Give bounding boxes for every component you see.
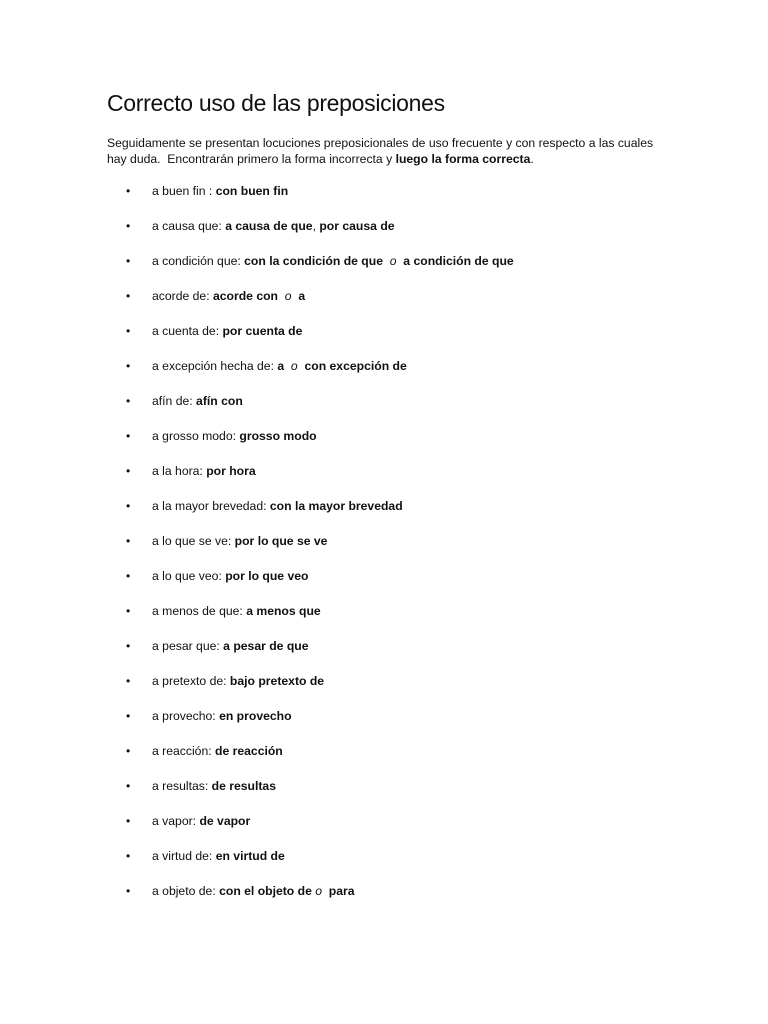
intro-bold-text: luego la forma correcta <box>395 151 531 166</box>
list-item <box>0 880 768 915</box>
bullet-icon: • <box>126 184 131 198</box>
incorrect-form: a resultas: <box>152 779 212 793</box>
list-item-text <box>152 390 243 413</box>
incorrect-form: a causa que: <box>152 219 226 233</box>
list-item <box>0 285 768 320</box>
incorrect-form: a grosso modo: <box>152 429 240 443</box>
incorrect-form: a menos de que: <box>152 604 247 618</box>
page-title: Correcto uso de las preposiciones <box>107 90 445 116</box>
list-item <box>0 250 768 285</box>
bullet-icon: • <box>126 779 131 793</box>
incorrect-form: a pesar que: <box>152 639 224 653</box>
list-item <box>0 600 768 635</box>
bullet-icon: • <box>126 674 131 688</box>
list-item <box>0 845 768 880</box>
list-item <box>0 425 768 460</box>
bullet-icon: • <box>126 219 131 233</box>
list-item <box>0 320 768 355</box>
correct-form: acorde con <box>212 289 285 303</box>
list-item <box>0 565 768 600</box>
correct-form: de resultas <box>211 779 276 793</box>
incorrect-form: , <box>312 219 320 233</box>
bullet-icon: • <box>126 569 131 583</box>
correct-form: por lo que veo <box>225 569 309 583</box>
correct-form: de vapor <box>199 814 251 828</box>
intro-end: . <box>530 151 534 166</box>
list-item-text <box>152 705 292 728</box>
list-item-text <box>152 775 276 798</box>
list-item-text <box>152 880 355 903</box>
bullet-icon: • <box>126 429 131 443</box>
bullet-icon: • <box>126 604 131 618</box>
list-item-text <box>152 425 317 448</box>
connector-text: o <box>284 289 292 303</box>
incorrect-form: a la mayor brevedad: <box>152 499 270 513</box>
list-item <box>0 705 768 740</box>
bullet-icon: • <box>126 324 131 338</box>
bullet-icon: • <box>126 499 131 513</box>
incorrect-form: a virtud de: <box>152 849 216 863</box>
bullet-icon: • <box>126 534 131 548</box>
bullet-icon: • <box>126 464 131 478</box>
list-item <box>0 215 768 250</box>
correct-form: para <box>322 884 355 898</box>
incorrect-form: a excepción hecha de: <box>152 359 278 373</box>
bullet-icon: • <box>126 849 131 863</box>
correct-form: con excepción de <box>297 359 407 373</box>
correct-form: en virtud de <box>215 849 285 863</box>
list-item <box>0 180 768 215</box>
bullet-icon: • <box>126 254 131 268</box>
list-item-text <box>152 355 407 378</box>
list-item-text <box>152 600 321 623</box>
intro-paragraph <box>107 136 667 167</box>
correct-form: por causa de <box>319 219 395 233</box>
correct-form: con la condición de que <box>244 254 390 268</box>
correct-form: de reacción <box>215 744 283 758</box>
list-item-text <box>152 845 285 868</box>
list-item <box>0 810 768 845</box>
bullet-icon: • <box>126 814 131 828</box>
list-item <box>0 530 768 565</box>
list-item-text <box>152 180 288 203</box>
correct-form: a <box>277 359 291 373</box>
list-item-text <box>152 460 256 483</box>
correct-form: con el objeto de <box>219 884 316 898</box>
bullet-icon: • <box>126 359 131 373</box>
correct-form: a causa de que <box>225 219 313 233</box>
list-item <box>0 495 768 530</box>
correct-form: por hora <box>206 464 256 478</box>
correct-form: a pesar de que <box>223 639 309 653</box>
correct-form: con buen fin <box>215 184 289 198</box>
list-item-text <box>152 285 305 308</box>
list-item <box>0 635 768 670</box>
incorrect-form: a buen fin : <box>152 184 216 198</box>
incorrect-form: acorde de: <box>152 289 213 303</box>
list-item <box>0 775 768 810</box>
incorrect-form: a lo que veo: <box>152 569 226 583</box>
connector-text: o <box>389 254 397 268</box>
bullet-icon: • <box>126 639 131 653</box>
preposition-list <box>0 180 768 915</box>
intro-text: Seguidamente se presentan locuciones preposicionales de uso frecuente y con respecto a las cuales hay duda. Encontrarán primero la forma incorrecta y <box>107 136 654 166</box>
incorrect-form: afín de: <box>152 394 197 408</box>
list-item <box>0 460 768 495</box>
correct-form: con la mayor brevedad <box>269 499 403 513</box>
list-item-text <box>152 320 302 343</box>
incorrect-form: a objeto de: <box>152 884 220 898</box>
list-item <box>0 740 768 775</box>
list-item-text <box>152 810 250 833</box>
incorrect-form: a pretexto de: <box>152 674 230 688</box>
list-item-text <box>152 530 327 553</box>
list-item-text <box>152 495 403 518</box>
incorrect-form: a lo que se ve: <box>152 534 235 548</box>
bullet-icon: • <box>126 289 131 303</box>
bullet-icon: • <box>126 394 131 408</box>
correct-form: bajo pretexto de <box>229 674 325 688</box>
incorrect-form: a condición que: <box>152 254 245 268</box>
correct-form: grosso modo <box>239 429 317 443</box>
incorrect-form: a provecho: <box>152 709 220 723</box>
correct-form: a menos que <box>246 604 321 618</box>
list-item-text <box>152 565 308 588</box>
bullet-icon: • <box>126 709 131 723</box>
bullet-icon: • <box>126 884 131 898</box>
connector-text: o <box>290 359 298 373</box>
connector-text: o <box>315 884 323 898</box>
correct-form: a condición de que <box>396 254 514 268</box>
list-item-text <box>152 740 283 763</box>
correct-form: a <box>291 289 306 303</box>
list-item <box>0 670 768 705</box>
list-item <box>0 390 768 425</box>
list-item-text <box>152 635 309 658</box>
incorrect-form: a vapor: <box>152 814 200 828</box>
incorrect-form: a la hora: <box>152 464 207 478</box>
incorrect-form: a reacción: <box>152 744 216 758</box>
correct-form: por lo que se ve <box>234 534 328 548</box>
correct-form: en provecho <box>219 709 292 723</box>
bullet-icon: • <box>126 744 131 758</box>
list-item-text <box>152 215 395 238</box>
incorrect-form: a cuenta de: <box>152 324 223 338</box>
list-item-text <box>152 670 324 693</box>
correct-form: por cuenta de <box>222 324 303 338</box>
list-item <box>0 355 768 390</box>
correct-form: afín con <box>196 394 243 408</box>
list-item-text <box>152 250 514 273</box>
